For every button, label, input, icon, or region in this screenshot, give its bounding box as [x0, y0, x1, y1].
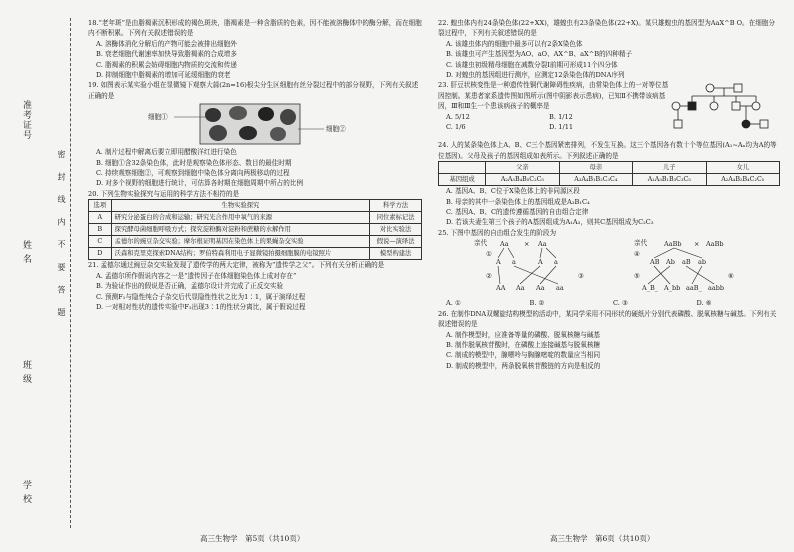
svg-text:Aa: Aa	[516, 284, 525, 293]
name-label: 姓 名	[21, 240, 31, 264]
seal-line-text: 密 封 线 内 不 要 答 题	[57, 150, 66, 322]
q21-option-d: D. 一对相对性状的遗传实验中F₂出现3∶1的性状分离比，属于假说过程	[96, 302, 306, 311]
q24-table	[438, 161, 780, 186]
parent-label-1: 亲代	[474, 239, 488, 248]
table-row	[89, 224, 422, 236]
q21-option-a: A. 孟德尔所作假说内容之一是“遗传因子在体细胞染色体上成对存在”	[96, 271, 297, 280]
svg-text:Aa: Aa	[536, 284, 545, 293]
svg-text:③: ③	[578, 272, 584, 281]
micrograph-figure	[88, 103, 422, 145]
q20-header-option: 选项	[89, 200, 112, 212]
q24-option-b: B. 母亲的其中一条染色体上的基因组成是A₃B₁C₄	[446, 197, 590, 206]
q23-block	[438, 80, 780, 140]
table-cell: A₂A₃B₄B₅C₂C₅	[486, 174, 559, 186]
table-cell: 对比实验法	[370, 224, 422, 236]
question-22-stem: 22. 蝗虫体内有24条染色体(22+XX)，雄蝗虫有23条染色体(22+X)。某只雄蝗虫的基因型为AaX^B O。在细胞分裂过程中，下列有关叙述错误的是	[438, 19, 776, 38]
svg-text:A: A	[496, 258, 501, 267]
q26-option-b: B. 制作脱氧核苷酸时，在磷酸上连接碱基与脱氧核糖	[446, 340, 601, 349]
table-cell: A₁A₃B₁B₃C₃C₅	[633, 174, 706, 186]
question-19-stem: 19. 如图表示某实验小组在显微镜下观察大蒜(2n=16)根尖分生区细胞有丝分裂过程中的部分视野，下列有关叙述正确的是	[88, 81, 419, 100]
table-cell: 基因组成	[439, 174, 486, 186]
q23-option-a: A. 5/12	[446, 112, 470, 121]
binding-margin	[0, 0, 82, 552]
table-cell: A₂A₄B₂B₄C₂C₅	[706, 174, 779, 186]
svg-text:×: ×	[694, 240, 700, 249]
svg-text:A: A	[538, 258, 543, 267]
q25-option-d: D. ⑥	[696, 299, 712, 308]
cell-1-label: 细胞①	[148, 113, 168, 122]
q24-header-mother: 母亲	[559, 162, 632, 174]
q24-header-daughter: 女儿	[706, 162, 779, 174]
school-label: 学 校	[21, 480, 31, 504]
svg-text:①: ①	[486, 250, 492, 259]
svg-text:aabb: aabb	[708, 284, 725, 293]
q21-option-c: C. 预测F₁与隐性纯合子杂交后代显隐性性状之比为1∶1，属于演绎过程	[96, 292, 306, 301]
table-cell: 探究酵母菌细胞呼吸方式；探究淀粉酶对淀粉和蔗糖的水解作用	[111, 224, 370, 236]
q23-options-row2	[446, 122, 670, 132]
q18-option-a: A. 溶酶体消化分解后的产物可能会被排出细胞外	[96, 39, 237, 48]
svg-text:Aa: Aa	[538, 240, 547, 249]
class-label: 班 级	[21, 360, 31, 384]
table-cell: 同位素标记法	[370, 212, 422, 224]
q24-header-father: 父亲	[486, 162, 559, 174]
parent-label-2: 亲代	[634, 239, 648, 248]
svg-text:A_B_: A_B_	[642, 284, 658, 293]
cross-diagram	[438, 238, 780, 298]
table-cell: 沃森和克里克探索DNA结构；罗伯特森利用电子显微镜拍摄细胞膜的电镜照片	[111, 248, 370, 260]
q18-option-b: B. 衰老细胞代谢速率加快导致脂褐素的合成增多	[96, 50, 237, 59]
q21-option-b: B. 为验证作出的假说是否正确，孟德尔设计并完成了正反交实验	[96, 282, 284, 291]
q25-options	[446, 298, 780, 308]
question-20-stem: 20. 下列生物实验探究与运用的科学方法不相符的是	[88, 189, 240, 198]
svg-text:aaB_: aaB_	[686, 284, 702, 293]
svg-text:AA: AA	[496, 284, 506, 293]
q22-option-c: C. 该雄虫初级精母细胞在减数分裂Ⅰ前期可形成11个四分体	[446, 60, 618, 69]
question-23-stem: 23. 肝豆状核变性是一种遗传性铜代谢障碍性疾病，由常染色体上的一对等位基因控制。某患者家系遗传图如图所示(图中阴影表示患病)，已知Ⅱ不携带该病基因，Ⅲ和Ⅲ生一个患该病孩子的概率是	[438, 81, 669, 111]
seal-dashed-line	[70, 18, 71, 528]
table-row	[439, 174, 780, 186]
q24-header-son: 儿子	[633, 162, 706, 174]
q25-option-a: A. ①	[446, 299, 461, 308]
question-18-stem: 18.“老年斑”是由脂褐素沉积形成的褐色斑块，脂褐素是一种含脂质的色素，因不能被溶酶体中的酶分解，而在细胞内不断积累。下列有关叙述错误的是	[88, 19, 422, 38]
q19-option-c: C. 持续观察细胞②，可观察到细胞中染色体分离向两极移动的过程	[96, 169, 290, 178]
table-row	[89, 212, 422, 224]
q23-option-d: D. 1/11	[549, 123, 574, 132]
svg-text:⑥: ⑥	[728, 272, 734, 281]
table-cell: 孟德尔的豌豆杂交实验；摩尔根证明基因在染色体上的果蝇杂交实验	[111, 236, 370, 248]
svg-text:a: a	[512, 258, 516, 267]
q22-option-a: A. 该雄虫体内的细胞中最多可以有2条X染色体	[446, 39, 583, 48]
right-column	[438, 18, 780, 371]
table-cell: D	[89, 248, 112, 260]
table-row	[89, 236, 422, 248]
svg-text:a: a	[554, 258, 558, 267]
q23-option-b: B. 1/12	[549, 112, 573, 121]
q20-table	[88, 199, 422, 260]
table-cell: 模型构建法	[370, 248, 422, 260]
table-cell: B	[89, 224, 112, 236]
q18-option-d: D. 抑制细胞中脂褐素的增加可延缓细胞的衰老	[96, 71, 231, 80]
q26-option-a: A. 制作模型时，应准备等量的磷酸、脱氧核糖与碱基	[446, 330, 601, 339]
svg-text:×: ×	[524, 240, 530, 249]
table-cell: A	[89, 212, 112, 224]
q19-option-b: B. 细胞①含32条染色体，此时是观察染色体形态、数目的最佳时期	[96, 158, 292, 167]
q19-option-a: A. 制片过程中解离后要立即用醋酸洋红进行染色	[96, 148, 237, 157]
page-5-footer: 高三生物学 第5页（共10页）	[200, 534, 305, 543]
svg-text:Aa: Aa	[500, 240, 509, 249]
q19-option-d: D. 对多个视野的细胞进行统计，可估算各时期在细胞周期中所占的比例	[96, 179, 304, 188]
q25-option-c: C. ③	[613, 299, 628, 308]
table-cell: A₃A₄B₁B₂C₃C₄	[559, 174, 632, 186]
cell-2-label: 细胞②	[326, 125, 346, 134]
svg-text:ab: ab	[698, 258, 707, 267]
question-26-stem: 26. 在制作DNA双螺旋结构模型的活动中，某同学采用不同形状的硬纸片分别代表磷酸、脱氧核糖与碱基。下列有关叙述错误的是	[438, 309, 777, 329]
q22-option-b: B. 该雄虫可产生基因型为AO、aO、AX^B、aX^B的四种精子	[446, 50, 633, 59]
q22-option-d: D. 对蝗虫的基因组进行测序，应测定12条染色体的DNA序列	[446, 71, 625, 80]
q26-option-d: D. 制成的模型中，两条脱氧核苷酸链的方向是相反的	[446, 361, 601, 370]
svg-text:④: ④	[634, 250, 640, 259]
svg-text:AB: AB	[650, 258, 660, 267]
left-column	[88, 18, 422, 312]
page-6-footer: 高三生物学 第6页（共10页）	[550, 534, 655, 543]
q24-option-c: C. 基因A、B、C的遗传遵循基因的自由组合定律	[446, 208, 589, 217]
table-row	[89, 248, 422, 260]
svg-text:Ab: Ab	[666, 258, 675, 267]
q24-option-d: D. 若该夫妻生第三个孩子的A基因组成为A₁A₃，则其C基因组成为C₂C₃	[446, 218, 654, 227]
q23-text	[438, 80, 670, 140]
q24-option-a: A. 基因A、B、C位于X染色体上的非同源区段	[446, 187, 580, 196]
q25-option-b: B. ②	[529, 299, 545, 308]
exam-number-label: 准考证号	[21, 100, 31, 140]
svg-text:aa: aa	[556, 284, 564, 293]
question-24-stem: 24. 人的某条染色体上A、B、C三个基因紧密排列，不发生互换。这三个基因各有数十个等位基因(A₁~Aₙ均为A的等位基因)。父母及孩子的基因组成如表所示。下列叙述正确的是	[438, 141, 777, 160]
table-cell: C	[89, 236, 112, 248]
svg-text:AaBb: AaBb	[664, 240, 682, 249]
q20-header-method: 科学方法	[370, 200, 422, 212]
q23-options-row1	[446, 112, 670, 122]
svg-text:②: ②	[486, 272, 492, 281]
q23-option-c: C. 1/6	[446, 123, 466, 132]
q24-header-blank	[439, 162, 486, 174]
question-25-stem: 25. 下图中基因的自由组合发生的阶段为	[438, 228, 557, 237]
q26-option-c: C. 制成的模型中，腺嘌呤与胸腺嘧啶的数量应当相同	[446, 351, 601, 360]
svg-text:aB: aB	[682, 258, 691, 267]
q18-option-c: C. 脂褐素的积累会妨碍细胞内物质的交流和传递	[96, 60, 237, 69]
question-21-stem: 21. 孟德尔通过豌豆杂交实验发现了遗传学的两大定律，被称为“遗传学之父”。下列有关分析正确的是	[88, 261, 385, 270]
svg-text:AaBb: AaBb	[706, 240, 724, 249]
pedigree-diagram	[670, 80, 780, 140]
table-cell: 假说—演绎法	[370, 236, 422, 248]
table-cell: 研究分泌蛋白的合成和运输；研究光合作用中氧气的来源	[111, 212, 370, 224]
q20-header-experiment: 生物实验探究	[111, 200, 370, 212]
svg-text:⑤: ⑤	[634, 272, 640, 281]
svg-text:A_bb: A_bb	[664, 284, 681, 293]
